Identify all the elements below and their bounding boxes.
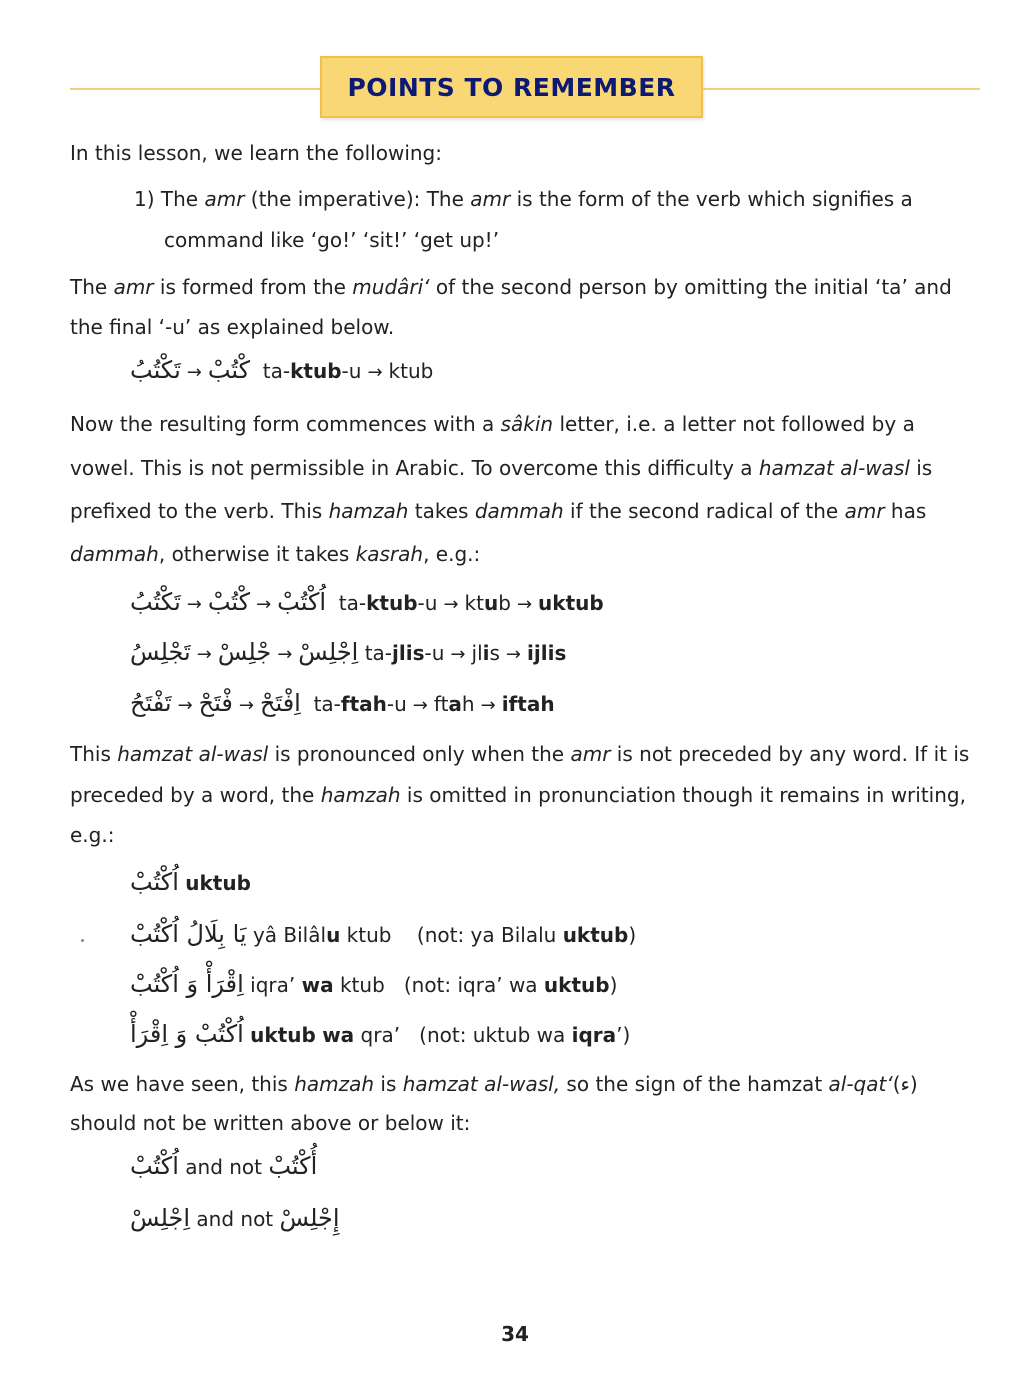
para3-line2: vowel. This is not permissible in Arabic. To overcome this difficulty a hamzat al-wasl is <box>70 456 933 480</box>
arabic-word: كْتُبْ <box>207 356 251 384</box>
para4-line2: preceded by a word, the hamzah is omitted in pronunciation though it remains in writing, <box>70 783 966 807</box>
list-item-1-line1: 1) The amr (the imperative): The amr is the form of the verb which signifies a <box>134 187 913 211</box>
page-number: 34 <box>501 1322 529 1346</box>
section-title-box <box>320 56 703 118</box>
header-rule-left <box>70 88 322 90</box>
para3-line1: Now the resulting form commences with a sâkin letter, i.e. a letter not followed by a <box>70 412 915 436</box>
para3-line3: prefixed to the verb. This hamzah takes dammah if the second radical of the amr has <box>70 499 927 523</box>
para3-line4: dammah, otherwise it takes kasrah, e.g.: <box>70 542 481 566</box>
example-ya-bilalu: يَا بِلَالُ اُكْتُبْ yâ Bilâlu ktub (not: ya Bilalu uktub) <box>130 920 637 948</box>
para5-line2: should not be written above or below it: <box>70 1111 471 1135</box>
intro-text: In this lesson, we learn the following: <box>70 141 442 165</box>
example-iqra-wa-ktub: اِقْرَأْ وَ اُكْتُبْ iqra’ wa ktub (not: iqra’ wa uktub) <box>130 970 618 998</box>
example-row-jlis: تَجْلِسُ → جْلِسْ → اِجْلِسْ ta-jlis-u → jlis → ijlis <box>130 638 567 666</box>
list-item-1-line2: command like ‘go!’ ‘sit!’ ‘get up!’ <box>164 228 500 252</box>
example-uktub: اُكْتُبْ uktub <box>130 868 251 896</box>
para5-line1: As we have seen, this hamzah is hamzat al-wasl, so the sign of the hamzat al-qat‘(ء) <box>70 1072 918 1096</box>
para2-line2: the final ‘-u’ as explained below. <box>70 315 395 339</box>
example-row-ktub: تَكْتُبُ → كْتُبْ → اُكْتُبْ ta-ktub-u → ktub → uktub <box>130 588 604 616</box>
header-rule-right <box>703 88 980 90</box>
stray-mark <box>81 939 84 942</box>
para4-line3: e.g.: <box>70 823 115 847</box>
section-title: POINTS TO REMEMBER <box>347 72 676 102</box>
example-uktub-wa-qra: اُكْتُبْ وَ اِقْرَأْ uktub wa qra’ (not: uktub wa iqra’) <box>130 1020 631 1048</box>
arabic-word: تَكْتُبُ <box>130 356 181 384</box>
example-uktub-not: اُكْتُبْ and not أُكْتُبْ <box>130 1152 318 1180</box>
para2-line1: The amr is formed from the mudâri‘ of the second person by omitting the initial ‘ta’ and <box>70 275 952 299</box>
example-ktub: تَكْتُبُ → كْتُبْ ta-ktub-u → ktub <box>130 356 434 384</box>
example-row-ftah: تَفْتَحُ → فْتَحْ → اِفْتَحْ ta-ftah-u → ftah → iftah <box>130 689 555 717</box>
example-ijlis-not: اِجْلِسْ and not إِجْلِسْ <box>130 1204 340 1232</box>
para4-line1: This hamzat al-wasl is pronounced only when the amr is not preceded by any word. If it is <box>70 742 970 766</box>
